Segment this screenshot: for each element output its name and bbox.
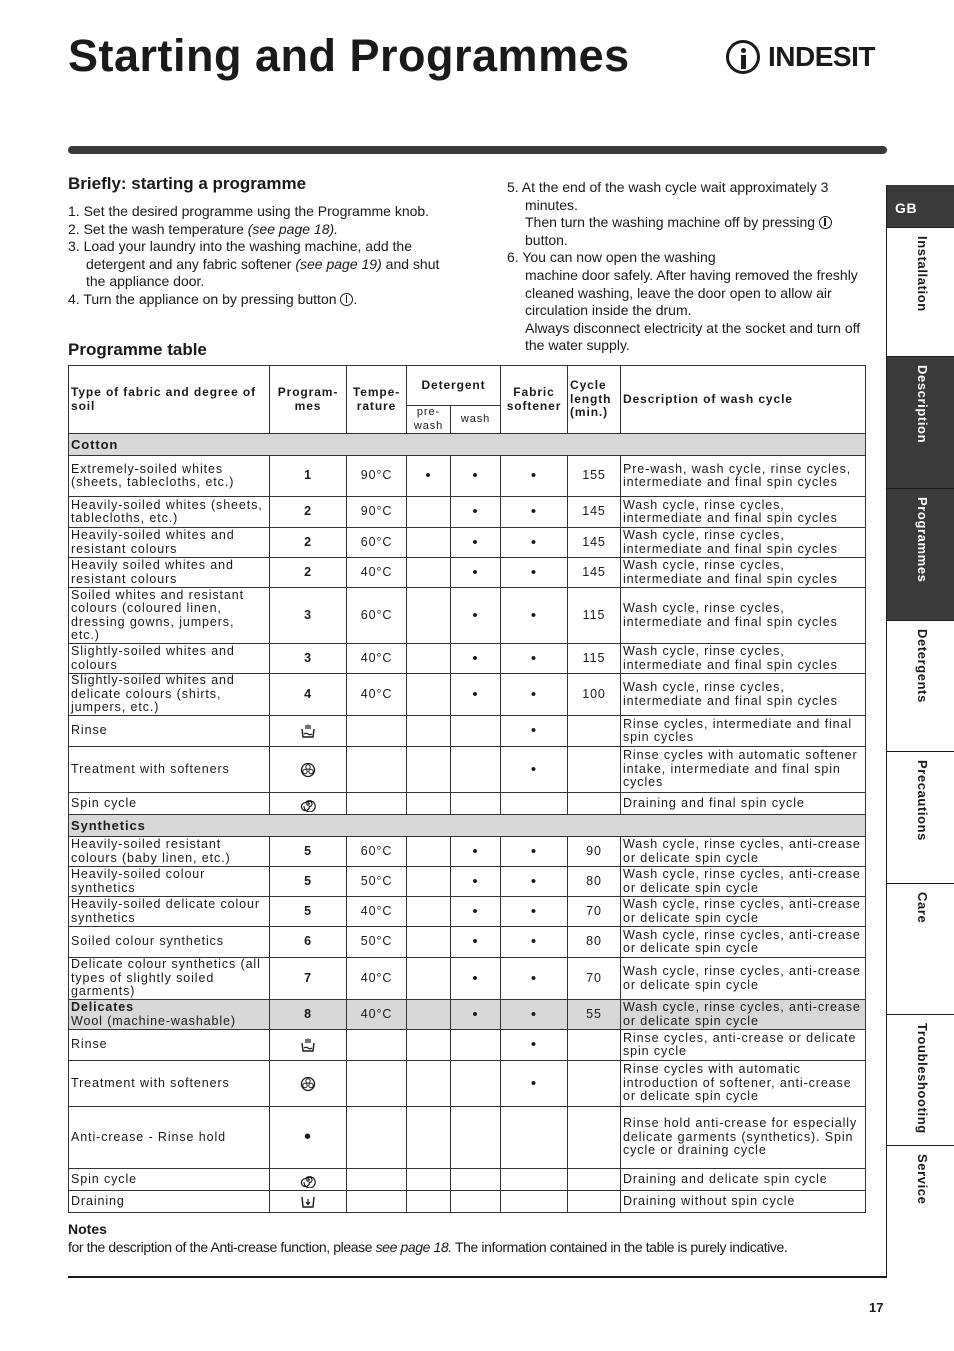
table-row: Delicate colour synthetics (all types of slightly soiled garments) 7 40°C • • 70 Wash cycle, rinse cycles, anti-crease or delicate spin cycle [69, 958, 866, 1000]
table-row: Extremely-soiled whites (sheets, tablecloths, etc.) 1 90°C • • • 155 Pre-wash, wash cycle, rinse cycles, intermediate and final spin cycles [69, 456, 866, 497]
section-sidebar [886, 185, 954, 1278]
table-row-delicates: Delicates Wool (machine-washable) 8 40°C • • 55 Wash cycle, rinse cycles, anti-crease or delicate spin cycle [69, 1000, 866, 1030]
table-row: Heavily-soiled whites and resistant colours 2 60°C • • 145 Wash cycle, rinse cycles, intermediate and final spin cycles [69, 528, 866, 558]
col-header-description: Description of wash cycle [621, 366, 866, 434]
rinse-hold-icon: • [270, 1107, 347, 1169]
table-row: Spin cycle Draining and delicate spin cycle [69, 1169, 866, 1191]
col-header-softener: Fabric softener [501, 366, 568, 434]
section-label-delicates: Delicates [71, 1000, 134, 1014]
section-row-synthetics: Synthetics [69, 815, 866, 837]
spin-icon [300, 1172, 316, 1188]
tab-troubleshooting[interactable]: Troubleshooting [887, 1015, 954, 1146]
tab-precautions[interactable]: Precautions [887, 752, 954, 884]
notes-text: for the description of the Anti-crease function, please see page 18. The information contained in the table is purely indicative. [68, 1239, 788, 1255]
power-button-icon [340, 293, 353, 306]
table-row: Spin cycle Draining and final spin cycle [69, 793, 866, 815]
drain-icon [300, 1194, 316, 1210]
section-row-cotton: Cotton [69, 434, 866, 456]
table-row: Soiled whites and resistant colours (coloured linen, dressing gowns, jumpers, etc.) 3 60°C • • 115 Wash cycle, rinse cycles, intermediate and final spin cycles [69, 588, 866, 644]
col-header-prewash: pre-wash [407, 406, 451, 434]
indesit-logo [726, 37, 875, 77]
tab-gb[interactable]: GB [887, 185, 954, 228]
table-row: Rinse • Rinse cycles, intermediate and final spin cycles [69, 716, 866, 747]
programme-table [68, 365, 866, 1213]
col-header-detergent: Detergent [407, 366, 501, 406]
table-row: Heavily-soiled delicate colour synthetics 5 40°C • • 70 Wash cycle, rinse cycles, anti-crease or delicate spin cycle [69, 897, 866, 927]
col-header-temperature: Tempe-rature [347, 366, 407, 434]
page-number: 17 [869, 1300, 884, 1315]
step-1: 1. Set the desired programme using the Programme knob. [68, 203, 430, 219]
steps-list-right [507, 179, 872, 355]
footer-divider [68, 1276, 887, 1278]
notes-heading: Notes [68, 1221, 107, 1237]
col-header-fabric: Type of fabric and degree of soil [69, 366, 270, 434]
step-5: 5. At the end of the wash cycle wait approximately 3 minutes. Then turn the washing machine off by pressing button. [507, 179, 872, 249]
softener-icon [300, 762, 316, 778]
spin-icon [300, 796, 316, 812]
step-6: 6. You can now open the washing machine door safely. After having removed the freshly cleaned washing, leave the door open to allow air circulation inside the drum. Always disconnect electricity at the socket and turn off the water supply. [507, 249, 861, 354]
tab-service[interactable]: Service [915, 1154, 930, 1205]
table-header-row [69, 366, 866, 406]
step-3: 3. Load your laundry into the washing machine, add the detergent and any fabric softener (see page 19) and shut the appliance door. [68, 238, 440, 290]
col-header-programmes: Program-mes [270, 366, 347, 434]
tab-detergents[interactable]: Detergents [887, 621, 954, 752]
step-2: 2. Set the wash temperature (see page 18). [68, 220, 339, 237]
table-row: Soiled colour synthetics 6 50°C • • 80 Wash cycle, rinse cycles, anti-crease or delicate spin cycle [69, 927, 866, 958]
step-4: 4. Turn the appliance on by pressing button . [68, 290, 358, 307]
rinse-icon [300, 1037, 316, 1053]
table-row: Heavily-soiled resistant colours (baby linen, etc.) 5 60°C • • 90 Wash cycle, rinse cycles, anti-crease or delicate spin cycle [69, 837, 866, 867]
table-row: Treatment with softeners • Rinse cycles with automatic softener intake, intermediate and final spin cycles [69, 747, 866, 793]
table-row: Rinse • Rinse cycles, anti-crease or delicate spin cycle [69, 1030, 866, 1061]
rinse-icon [300, 723, 316, 739]
tab-description[interactable]: Description [887, 357, 954, 489]
table-row: Heavily-soiled colour synthetics 5 50°C • • 80 Wash cycle, rinse cycles, anti-crease or delicate spin cycle [69, 867, 866, 897]
tab-programmes[interactable]: Programmes [887, 489, 954, 621]
page-title: Starting and Programmes [68, 30, 630, 81]
table-row: Draining Draining without spin cycle [69, 1191, 866, 1213]
header-divider [68, 146, 887, 154]
table-row: Treatment with softeners • Rinse cycles with automatic introduction of softener, anti-crease or delicate spin cycle [69, 1061, 866, 1107]
table-row: Heavily-soiled whites (sheets, tablecloths, etc.) 2 90°C • • 145 Wash cycle, rinse cycles, intermediate and final spin cycles [69, 497, 866, 528]
tab-installation[interactable]: Installation [887, 228, 954, 357]
table-row: Anti-crease - Rinse hold • Rinse hold anti-crease for especially delicate garments (synthetics). Spin cycle or draining cycle [69, 1107, 866, 1169]
briefly-heading: Briefly: starting a programme [68, 174, 307, 193]
brand-name: INDESIT [768, 41, 875, 72]
table-row: Slightly-soiled whites and colours 3 40°C • • 115 Wash cycle, rinse cycles, intermediate and final spin cycles [69, 644, 866, 674]
indesit-logo-icon [726, 40, 760, 74]
power-button-icon [819, 216, 832, 229]
col-header-cycle-length: Cycle length (min.) [568, 366, 621, 434]
table-row: Heavily soiled whites and resistant colours 2 40°C • • 145 Wash cycle, rinse cycles, intermediate and final spin cycles [69, 558, 866, 588]
table-row: Slightly-soiled whites and delicate colours (shirts, jumpers, etc.) 4 40°C • • 100 Wash cycle, rinse cycles, intermediate and final spin cycles [69, 674, 866, 716]
tab-care[interactable]: Care [887, 884, 954, 1015]
col-header-wash: wash [451, 406, 501, 434]
steps-list-left [68, 203, 458, 309]
softener-icon [300, 1076, 316, 1092]
programme-table-heading: Programme table [68, 340, 207, 359]
